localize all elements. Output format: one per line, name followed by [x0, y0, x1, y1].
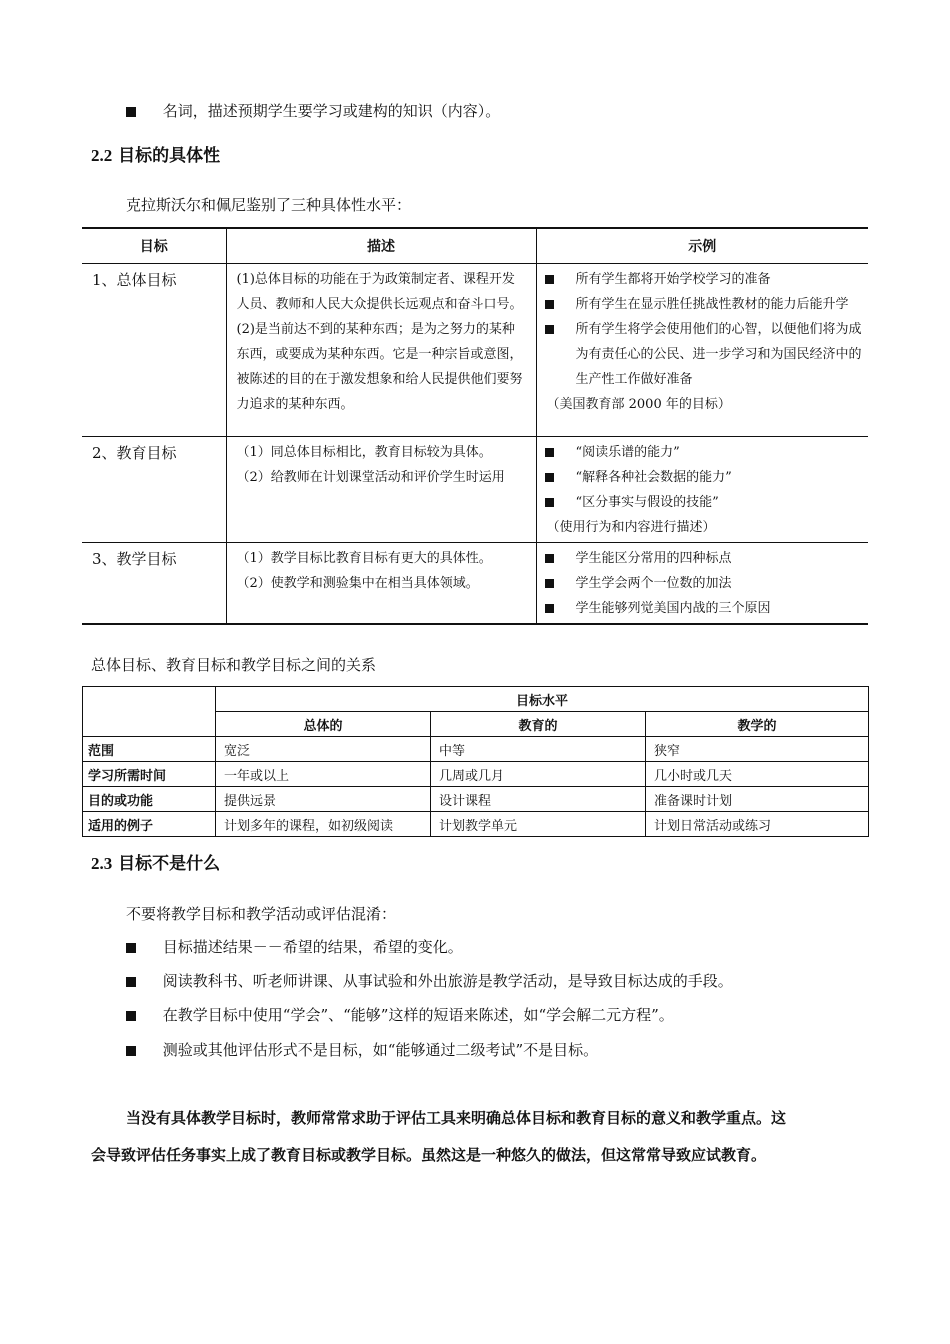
square-bullet-icon: [126, 1046, 136, 1056]
description-item: (1)总体目标的功能在于为政策制定者、课程开发人员、教师和人民大众提供长远观点和奋斗口号。: [236, 272, 523, 312]
table-row: [82, 437, 868, 543]
table-cell: 提供远景: [216, 787, 431, 812]
bullet-text: 测验或其他评估形式不是目标，如“能够通过二级考试”不是目标。: [162, 1041, 599, 1059]
example-item: 学生能区分常用的四种标点: [545, 546, 863, 571]
description-item: （1）教学目标比教育目标有更大的具体性。: [236, 551, 492, 566]
square-bullet-icon: [545, 473, 554, 482]
table-cell: 计划多年的课程，如初级阅读: [216, 812, 431, 837]
table-row: [82, 543, 868, 625]
bullet-item: [126, 101, 500, 121]
col-header: 总体的: [216, 712, 431, 737]
square-bullet-icon: [545, 275, 554, 284]
example-cell: [536, 543, 868, 625]
section-title: 目标的具体性: [118, 146, 221, 166]
row-header: 范围: [83, 737, 216, 762]
header-example: 示例: [536, 228, 868, 264]
square-bullet-icon: [545, 554, 554, 563]
table-row: [82, 264, 868, 437]
square-bullet-icon: [126, 977, 136, 987]
square-bullet-icon: [545, 579, 554, 588]
section-title: 目标不是什么: [118, 854, 221, 874]
square-bullet-icon: [545, 448, 554, 457]
row-header: 目的或功能: [83, 787, 216, 812]
bullet-text: 名词，描述预期学生要学习或建构的知识（内容）。: [162, 102, 501, 120]
goal-cell: 1、总体目标: [82, 264, 226, 437]
table-row: [83, 762, 869, 787]
table-cell: 计划日常活动或练习: [646, 812, 869, 837]
example-item: “解释各种社会数据的能力”: [545, 465, 863, 490]
description-item: (2)是当前达不到的某种东西；是为之努力的某种东西，或要成为某种东西。它是一种宗旨或意图，被陈述的目的在于激发想象和给人民提供他们要努力追求的某种东西。: [236, 322, 523, 412]
specificity-levels-table: [82, 227, 868, 625]
square-bullet-icon: [545, 300, 554, 309]
bullet-text: 目标描述结果－－希望的结果，希望的变化。: [162, 938, 463, 956]
table-cell: 一年或以上: [216, 762, 431, 787]
corner-cell: [83, 687, 216, 737]
table-cell: 中等: [431, 737, 646, 762]
example-note: （使用行为和内容进行描述）: [546, 520, 716, 535]
bullet-item: [126, 971, 733, 991]
example-item: 所有学生在显示胜任挑战性教材的能力后能升学: [545, 292, 863, 317]
example-item: “区分事实与假设的技能”: [545, 490, 863, 515]
description-item: （1）同总体目标相比，教育目标较为具体。: [236, 445, 492, 460]
section-heading-2-3: [91, 853, 220, 875]
row-header: 适用的例子: [83, 812, 216, 837]
closing-paragraph-line: 当没有具体教学目标时，教师常常求助于评估工具来明确总体目标和教育目标的意义和教学重点。这: [126, 1109, 787, 1127]
table-cell: 设计课程: [431, 787, 646, 812]
table-cell: 宽泛: [216, 737, 431, 762]
col-header: 教育的: [431, 712, 646, 737]
table-cell: 计划教学单元: [431, 812, 646, 837]
example-note: （美国教育部 2000 年的目标）: [546, 397, 731, 412]
example-cell: [536, 437, 868, 543]
table-row: [83, 812, 869, 837]
table-header-row: [83, 687, 869, 712]
description-item: （2）给教师在计划课堂活动和评价学生时运用: [236, 470, 505, 485]
goal-cell: 2、教育目标: [82, 437, 226, 543]
closing-paragraph-line: 会导致评估任务事实上成了教育目标或教学目标。虽然这是一种悠久的做法，但这常常导致应试教育。: [91, 1146, 767, 1164]
intro-paragraph: 克拉斯沃尔和佩尼鉴别了三种具体性水平：: [126, 196, 412, 214]
group-header: 目标水平: [216, 687, 869, 712]
description-item: （2）使教学和测验集中在相当具体领域。: [236, 576, 479, 591]
section-number: 2.3: [91, 854, 113, 873]
example-item: 所有学生将学会使用他们的心智，以便他们将为成为有责任心的公民、进一步学习和为国民经济中的生产性工作做好准备: [545, 317, 863, 392]
table-caption: 总体目标、教育目标和教学目标之间的关系: [91, 656, 377, 674]
bullet-text: 阅读教科书、听老师讲课、从事试验和外出旅游是教学活动，是导致目标达成的手段。: [162, 972, 733, 990]
example-cell: [536, 264, 868, 437]
table-row: [83, 737, 869, 762]
square-bullet-icon: [545, 498, 554, 507]
section-heading-2-2: [91, 145, 220, 167]
table-cell: 几周或几月: [431, 762, 646, 787]
table-cell: 狭窄: [646, 737, 869, 762]
goal-cell: 3、教学目标: [82, 543, 226, 625]
table-cell: 几小时或几天: [646, 762, 869, 787]
square-bullet-icon: [126, 943, 136, 953]
square-bullet-icon: [545, 604, 554, 613]
example-item: 所有学生都将开始学校学习的准备: [545, 267, 863, 292]
bullet-text: 在教学目标中使用“学会”、“能够”这样的短语来陈述，如“学会解二元方程”。: [162, 1006, 674, 1024]
col-header: 教学的: [646, 712, 869, 737]
example-item: 学生能够列觉美国内战的三个原因: [545, 596, 863, 621]
goal-level-relation-table: [82, 686, 869, 837]
example-item: 学生学会两个一位数的加法: [545, 571, 863, 596]
table-row: [83, 787, 869, 812]
header-description: 描述: [226, 228, 536, 264]
example-item: “阅读乐谱的能力”: [545, 440, 863, 465]
square-bullet-icon: [126, 1011, 136, 1021]
bullet-item: [126, 1040, 598, 1060]
bullet-item: [126, 1005, 674, 1025]
description-cell: [226, 543, 536, 625]
description-cell: [226, 264, 536, 437]
description-cell: [226, 437, 536, 543]
header-goal: 目标: [82, 228, 226, 264]
bullet-item: [126, 937, 463, 957]
square-bullet-icon: [545, 325, 554, 334]
intro-paragraph: 不要将教学目标和教学活动或评估混淆：: [126, 905, 397, 923]
row-header: 学习所需时间: [83, 762, 216, 787]
square-bullet-icon: [126, 107, 136, 117]
table-header-row: [82, 228, 868, 264]
table-cell: 准备课时计划: [646, 787, 869, 812]
section-number: 2.2: [91, 146, 113, 165]
